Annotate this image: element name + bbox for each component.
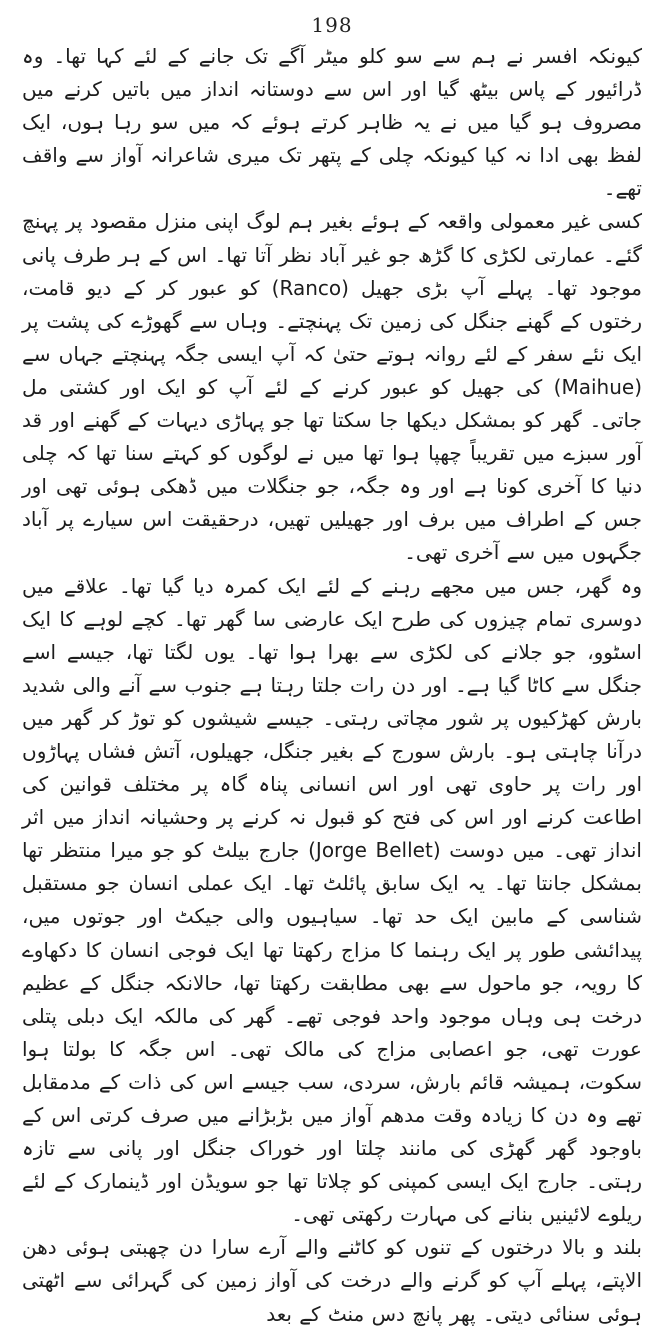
page-number: 198 [311, 13, 353, 37]
paragraph: کسی غیر معمولی واقعہ کے ہوئے بغیر ہم لوگ اپنی منزل مقصود پر پہنچ گئے۔ عمارتی لکڑی کا گڑھ جو غیر آباد نظر آتا تھا۔ اس کے ہر طرف پانی موجود تھا۔ پہلے آپ بڑی جھیل (Ranco) کو عبور کر کے دیو قامت، رختوں کے گھنے جنگل کی زمین تک پہنچتے۔ وہاں سے گھوڑے کی پشت پر ایک نئے سفر کے لئے روانہ ہوتے حتیٰ کہ آپ ایسی جگہ پہنچتے جہاں سے (Maihue) کی جھیل کو عبور کرنے کے لئے آپ کو ایک اور کشتی مل جاتی۔ گھر کو بمشکل دیکھا جا سکتا تھا جو پہاڑی دیہات کے گھنے اور قد آور سبزے میں تقریباً چھپا ہوا تھا میں نے لوگوں کو کہتے سنا تھا کہ چلی دنیا کا آخری کونا ہے اور وہ جگہ، جو جنگلات میں ڈھکی ہوئی تھی اور جس کے اطراف میں برف اور جھیلیں تھیں، درحقیقت اس سیارے پر آباد جگہوں میں سے آخری تھی۔ [22, 209, 642, 565]
body-text [22, 40, 642, 1331]
paragraph: وہ گھر، جس میں مجھے رہنے کے لئے ایک کمرہ دیا گیا تھا۔ علاقے میں دوسری تمام چیزوں کی طرح ایک عارضی سا گھر تھا۔ کچے لوہے کا ایک اسٹوو، جو جلانے کی لکڑی سے بھرا ہوا تھا۔ یوں لگتا تھا، جیسے اسے جنگل سے کاٹا گیا ہے۔ اور دن رات جلتا رہتا ہے جنوب سے آنے والی شدید بارش کھڑکیوں پر شور مچاتی رہتی۔ جیسے شیشوں کو توڑ کر گھر میں درآنا چاہتی ہو۔ بارش سورج کے بغیر جنگل، جھیلوں، آتش فشاں پہاڑوں اور رات پر حاوی تھی اور اس انسانی پناہ گاہ پر مختلف قوانین کی اطاعت کرنے اور اس کی فتح کو قبول نہ کرنے پر وحشیانہ انداز میں اثر انداز تھی۔ میں دوست (Jorge Bellet) جارج بیلٹ کو جو میرا منتظر تھا بمشکل جانتا تھا۔ یہ ایک سابق پائلٹ تھا۔ ایک عملی انسان جو مستقبل شناسی کے مابین ایک حد تھا۔ سیاہیوں والی جیکٹ اور جوتوں میں، پیدائشی طور پر ایک رہنما کا مزاج رکھتا تھا ایک فوجی انسان کا دکھاوے کا رویہ، جو ماحول سے بھی مطابقت رکھتا تھا، حالانکہ جنگل کے عظیم درخت ہی وہاں موجود واحد فوجی تھے۔ گھر کی مالکہ ایک دبلی پتلی عورت تھی، جو اعصابی مزاج کی مالک تھی۔ اس جگہ کا بولتا ہوا سکوت، ہمیشہ قائم بارش، سردی، سب جیسے اس کی ذات کے مدمقابل تھے وہ دن کا زیادہ وقت مدھم آواز میں بڑبڑانے میں صرف کرتی اس کے باوجود گھر گھڑی کی مانند چلتا اور خوراک جنگل اور پانی سے تازہ رہتی۔ جارج ایک ایسی کمپنی کو چلاتا تھا جو سویڈن اور ڈینمارک کے لئے ریلوے لائینیں بنانے کی مہارت رکھتی تھی۔ [22, 573, 642, 1227]
paragraph: کیونکہ افسر نے ہم سے سو کلو میٹر آگے تک جانے کے لئے کہا تھا۔ وہ ڈرائیور کے پاس بیٹھ گیا اور اس سے دوستانہ انداز میں باتیں کرنے میں مصروف ہو گیا میں نے یہ ظاہر کرتے ہوئے کہ میں سو رہا ہوں، ایک لفظ بھی ادا نہ کیا کیونکہ چلی کے پتھر تک میری شاعرانہ آواز سے واقف تھے۔ [22, 44, 642, 201]
paragraph: بلند و بالا درختوں کے تنوں کو کاٹنے والے آرے سارا دن چھبتی ہوئی دھن الاپتے، پہلے آپ کو گرنے والے درخت کی آواز زمین کی گہرائی سے اٹھتی ہوئی سنائی دیتی۔ پھر پانچ دس منٹ کے بعد [22, 1235, 642, 1326]
